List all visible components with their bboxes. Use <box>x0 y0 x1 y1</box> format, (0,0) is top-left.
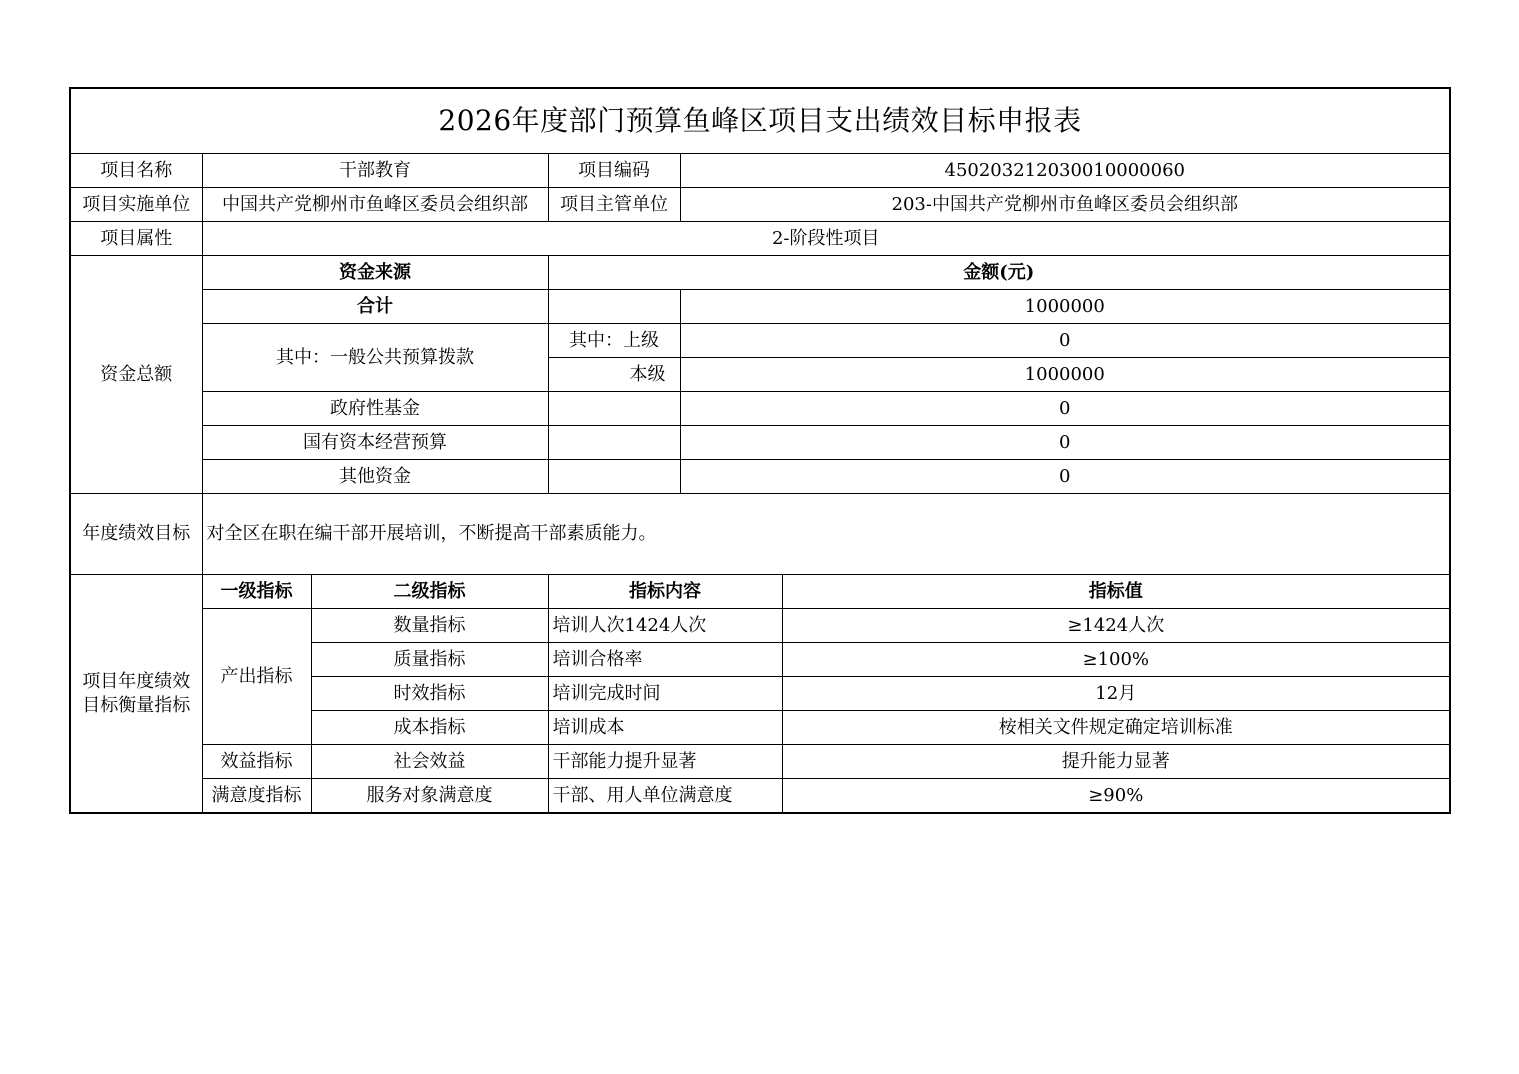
indicator-content: 培训人次1424人次 <box>548 609 782 643</box>
indicator-content: 培训成本 <box>548 711 782 745</box>
total-value: 1000000 <box>680 290 1450 324</box>
gov-fund-value: 0 <box>680 392 1450 426</box>
indicator-level2: 数量指标 <box>311 609 548 643</box>
impl-unit-value: 中国共产党柳州市鱼峰区委员会组织部 <box>202 188 548 222</box>
fund-source-header: 资金来源 <box>202 256 548 290</box>
upper-level-value: 0 <box>680 324 1450 358</box>
local-level-value: 1000000 <box>680 358 1450 392</box>
annual-goal-value: 对全区在职在编干部开展培训，不断提高干部素质能力。 <box>202 494 1450 575</box>
indicator-level2: 时效指标 <box>311 677 548 711</box>
indicator-value: 提升能力显著 <box>782 745 1450 779</box>
output-indicator-label: 产出指标 <box>202 609 311 745</box>
indicator-value: ≥100% <box>782 643 1450 677</box>
gov-fund-label: 政府性基金 <box>202 392 548 426</box>
project-name-label: 项目名称 <box>70 154 202 188</box>
state-capital-sub-empty <box>548 426 680 460</box>
other-fund-sub-empty <box>548 460 680 494</box>
other-fund-value: 0 <box>680 460 1450 494</box>
form-title: 2026年度部门预算鱼峰区项目支出绩效目标申报表 <box>70 88 1450 154</box>
level2-header: 二级指标 <box>311 575 548 609</box>
funds-section-label: 资金总额 <box>70 256 202 494</box>
state-capital-value: 0 <box>680 426 1450 460</box>
total-sub-empty <box>548 290 680 324</box>
project-name-value: 干部教育 <box>202 154 548 188</box>
supervisor-unit-label: 项目主管单位 <box>548 188 680 222</box>
amount-header: 金额(元) <box>548 256 1450 290</box>
project-attr-label: 项目属性 <box>70 222 202 256</box>
indicator-level2: 质量指标 <box>311 643 548 677</box>
content-header: 指标内容 <box>548 575 782 609</box>
gov-fund-sub-empty <box>548 392 680 426</box>
general-budget-label: 其中：一般公共预算拨款 <box>202 324 548 392</box>
indicator-content: 干部能力提升显著 <box>548 745 782 779</box>
satisfaction-indicator-label: 满意度指标 <box>202 779 311 814</box>
benefit-indicator-label: 效益指标 <box>202 745 311 779</box>
project-code-value: 450203212030010000060 <box>680 154 1450 188</box>
annual-goal-label: 年度绩效目标 <box>70 494 202 575</box>
project-code-label: 项目编码 <box>548 154 680 188</box>
upper-level-label: 其中：上级 <box>548 324 680 358</box>
state-capital-label: 国有资本经营预算 <box>202 426 548 460</box>
indicator-value: 12月 <box>782 677 1450 711</box>
indicator-content: 培训合格率 <box>548 643 782 677</box>
indicator-value: 桉相关文件规定确定培训标准 <box>782 711 1450 745</box>
performance-target-form <box>69 87 1451 814</box>
indicator-level2: 成本指标 <box>311 711 548 745</box>
supervisor-unit-value: 203-中国共产党柳州市鱼峰区委员会组织部 <box>680 188 1450 222</box>
indicator-level2: 社会效益 <box>311 745 548 779</box>
local-level-label: 本级 <box>548 358 680 392</box>
project-attr-value: 2-阶段性项目 <box>202 222 1450 256</box>
other-fund-label: 其他资金 <box>202 460 548 494</box>
value-header: 指标值 <box>782 575 1450 609</box>
indicator-level2: 服务对象满意度 <box>311 779 548 814</box>
indicator-content: 干部、用人单位满意度 <box>548 779 782 814</box>
indicator-section-label: 项目年度绩效目标衡量指标 <box>70 575 202 814</box>
indicator-content: 培训完成时间 <box>548 677 782 711</box>
total-label: 合计 <box>202 290 548 324</box>
level1-header: 一级指标 <box>202 575 311 609</box>
indicator-value: ≥1424人次 <box>782 609 1450 643</box>
impl-unit-label: 项目实施单位 <box>70 188 202 222</box>
indicator-value: ≥90% <box>782 779 1450 814</box>
